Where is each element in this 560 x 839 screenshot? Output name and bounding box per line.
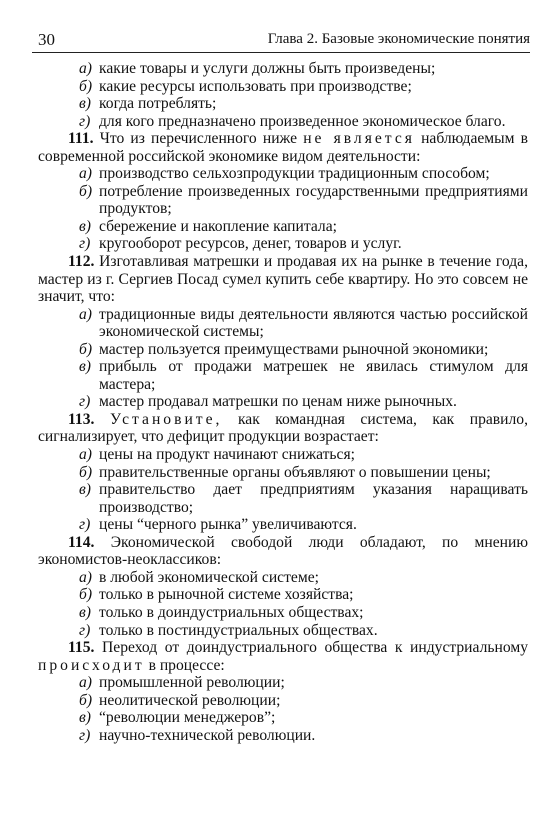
option-text: для кого предназначено произведенное экономическое благо.: [99, 112, 506, 130]
option-text: “революции менеджеров”;: [99, 709, 276, 727]
answer-option: [38, 218, 528, 236]
option-marker: г): [79, 516, 91, 534]
option-text: сбережение и накопление капитала;: [99, 217, 337, 235]
answer-option: [38, 569, 528, 587]
option-marker: в): [79, 217, 91, 235]
option-text: в любой экономической системе;: [99, 568, 319, 586]
question: [38, 411, 528, 446]
option-text: только в доиндустриальных обществах;: [99, 603, 364, 621]
question-emphasis: не является: [303, 130, 415, 148]
answer-option: [38, 165, 528, 183]
option-text: правительственные органы объявляют о повышении цены;: [99, 463, 491, 481]
option-marker: г): [79, 112, 91, 130]
option-marker: б): [79, 586, 93, 604]
option-text: научно-технической революции.: [99, 726, 316, 744]
question: [38, 534, 528, 569]
answer-option: [38, 95, 528, 113]
question-number: 114.: [68, 533, 95, 551]
answer-option: [38, 358, 528, 393]
option-marker: г): [79, 621, 91, 639]
answer-option: [38, 183, 528, 218]
option-marker: г): [79, 393, 91, 411]
question-number: 112.: [68, 253, 95, 271]
option-text: мастер пользуется преимуществами рыночной экономики;: [99, 340, 489, 358]
option-marker: а): [79, 60, 92, 77]
answer-option: [38, 446, 528, 464]
option-text: потребление произведенных государственными предприятиями продуктов;: [99, 182, 528, 218]
option-marker: б): [79, 691, 93, 709]
option-marker: в): [79, 358, 91, 376]
question: [38, 130, 528, 165]
question-text: Переход от доиндустриального общества к индустриальному: [102, 639, 528, 657]
option-marker: в): [79, 95, 91, 113]
option-marker: а): [79, 446, 92, 464]
option-text: традиционные виды деятельности являются частью российской экономической системы;: [99, 305, 528, 341]
answer-option: [38, 674, 528, 692]
answer-option: [38, 516, 528, 534]
option-text: когда потреблять;: [99, 95, 217, 113]
question-text-continued: как командная система, как правило, сигнализирует, что дефицит продукции возрастает:: [38, 410, 528, 446]
answer-option: [38, 306, 528, 341]
running-header: [32, 30, 530, 53]
answer-option: [38, 692, 528, 710]
option-text: какие товары и услуги должны быть произведены;: [99, 60, 436, 77]
question-number: 115.: [68, 639, 95, 657]
answer-option: [38, 113, 528, 131]
question: [38, 253, 528, 306]
option-marker: г): [79, 726, 91, 744]
question-emphasis: Установите,: [109, 410, 223, 428]
answer-option: [38, 709, 528, 727]
answer-option: [38, 464, 528, 482]
option-marker: г): [79, 235, 91, 253]
option-marker: а): [79, 568, 92, 586]
option-marker: а): [79, 674, 92, 692]
answer-option: [38, 341, 528, 359]
option-marker: б): [79, 182, 93, 200]
option-marker: в): [79, 709, 91, 727]
question-number: 113.: [68, 410, 95, 428]
option-text: только в постиндустриальных обществах.: [99, 621, 378, 639]
question-text-continued: в процессе:: [148, 656, 225, 674]
page-number: 30: [38, 30, 55, 49]
answer-option: [38, 727, 528, 745]
option-marker: б): [79, 340, 93, 358]
answer-option: [38, 481, 528, 516]
question-text-continued: наблюдаемым в современной российской экономике видом деятельности:: [38, 130, 529, 165]
answer-option: [38, 78, 528, 96]
answer-option: [38, 393, 528, 411]
option-text: какие ресурсы использовать при производстве;: [99, 77, 412, 95]
option-marker: б): [79, 463, 93, 481]
option-marker: в): [79, 481, 91, 499]
option-text: кругооборот ресурсов, денег, товаров и услуг.: [99, 235, 402, 253]
question-text: Изготавливая матрешки и продавая их на рынке в течение года, мастер из г. Сергиев Посад сумел купить себе квартиру. Но это совсем не значит, что:: [38, 253, 528, 306]
option-text: правительство дает предприятиям указания наращивать производство;: [99, 481, 528, 516]
answer-option: [38, 60, 528, 78]
chapter-title: Глава 2. Базовые экономические понятия: [267, 31, 530, 47]
option-text: цены “черного рынка” увеличиваются.: [99, 516, 357, 534]
question-text: Что из перечисленного ниже: [99, 130, 298, 148]
option-text: прибыль от продажи матрешек не явилась стимулом для мастера;: [99, 358, 528, 393]
option-text: производство сельхозпродукции традиционным способом;: [99, 165, 490, 183]
question-emphasis: происходит: [38, 656, 145, 674]
option-text: неолитической революции;: [99, 691, 281, 709]
answer-option: [38, 622, 528, 640]
option-marker: а): [79, 165, 92, 183]
option-marker: в): [79, 603, 91, 621]
page-body: [38, 60, 528, 744]
answer-option: [38, 586, 528, 604]
option-text: только в рыночной системе хозяйства;: [99, 586, 354, 604]
option-marker: а): [79, 305, 92, 323]
question-text: Экономической свободой люди обладают, по мнению экономистов-неоклассиков:: [38, 533, 528, 569]
option-text: промышленной революции;: [99, 674, 285, 692]
answer-option: [38, 235, 528, 253]
question: [38, 639, 528, 674]
answer-option: [38, 604, 528, 622]
option-text: мастер продавал матрешки по ценам ниже рыночных.: [99, 393, 457, 411]
question-number: 111.: [68, 130, 94, 148]
option-text: цены на продукт начинают снижаться;: [99, 446, 355, 464]
option-marker: б): [79, 77, 93, 95]
